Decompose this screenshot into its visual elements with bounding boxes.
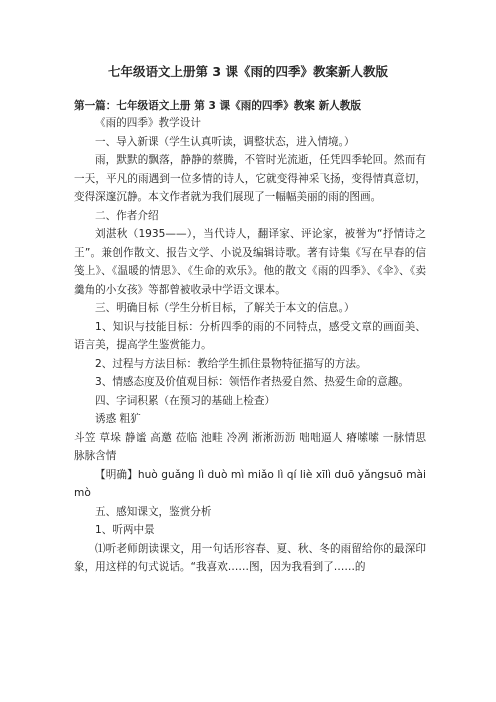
- paragraph: 【明确】huò guǎng lì duò mì miǎo lì qí liè xīlì duō yǎngsuō mài mò: [74, 468, 426, 499]
- paragraph: 五、感知课文，鉴赏分析: [95, 505, 212, 518]
- paragraph: 二、作者介绍: [95, 209, 159, 222]
- document-body: [74, 114, 426, 577]
- paragraph: 四、字词积累（在预习的基础上检查）: [95, 394, 276, 407]
- paragraph: 一、导入新课（学生认真听读，调整状态，进入情境。）: [95, 135, 355, 148]
- document-title: 七年级语文上册第 3 课《雨的四季》教案新人教版: [108, 64, 388, 79]
- paragraph: 雨，默默的飘落，静静的蔡腾，不管时光流逝，任凭四季轮回。然而有一天，平凡的雨遇到一位多情的诗人，它就变得神采飞扬，变得情真意切，变得深邃沉静。本文作者就为我们展现了一幅幅美丽的雨的图画。: [74, 154, 426, 203]
- paragraph: 刘湛秋（1935——），当代诗人，翻译家、评论家，被誉为“抒情诗之王”。兼创作散文、报告文学、小说及编辑诗歌。著有诗集《写在早春的信笺上》、《温暖的情思》、《生命的欢乐》。他的散文《雨的四季》、《伞》、《卖羹角的小女孩》等都曾被收录中学语文课本。: [74, 228, 426, 296]
- paragraph: 1、知识与技能目标：分析四季的雨的不同特点，感受文章的画面美、语言美，提高学生鉴赏能力。: [74, 320, 426, 351]
- paragraph: 《雨的四季》教学设计: [95, 117, 201, 129]
- paragraph: 诱惑 粗犷: [95, 413, 141, 425]
- paragraph: 2、过程与方法目标：教给学生抓住景物特征描写的方法。: [95, 357, 367, 370]
- paragraph: 1、听两中景: [95, 524, 155, 536]
- paragraph: 3、情感态度及价值观目标：领悟作者热爱自然、热爱生命的意趣。: [95, 376, 409, 388]
- paragraph: ⑴听老师朗读课文，用一句话形容春、夏、秋、冬的雨留给你的最深印象，用这样的句式说话。“我喜欢……图，因为我看到了……的: [74, 542, 426, 573]
- section-heading: 第一篇：七年级语文上册 第 3 课《雨的四季》教案 新人教版: [74, 100, 361, 112]
- paragraph: 斗笠 草垛 静谧 高邀 莅临 池畦 冷冽 淅淅沥沥 咄咄逼人 瘠嗦嗦 一脉情思 脉脉含情: [74, 431, 426, 462]
- paragraph: 三、明确目标（学生分析目标，了解关于本文的信息。）: [95, 302, 355, 314]
